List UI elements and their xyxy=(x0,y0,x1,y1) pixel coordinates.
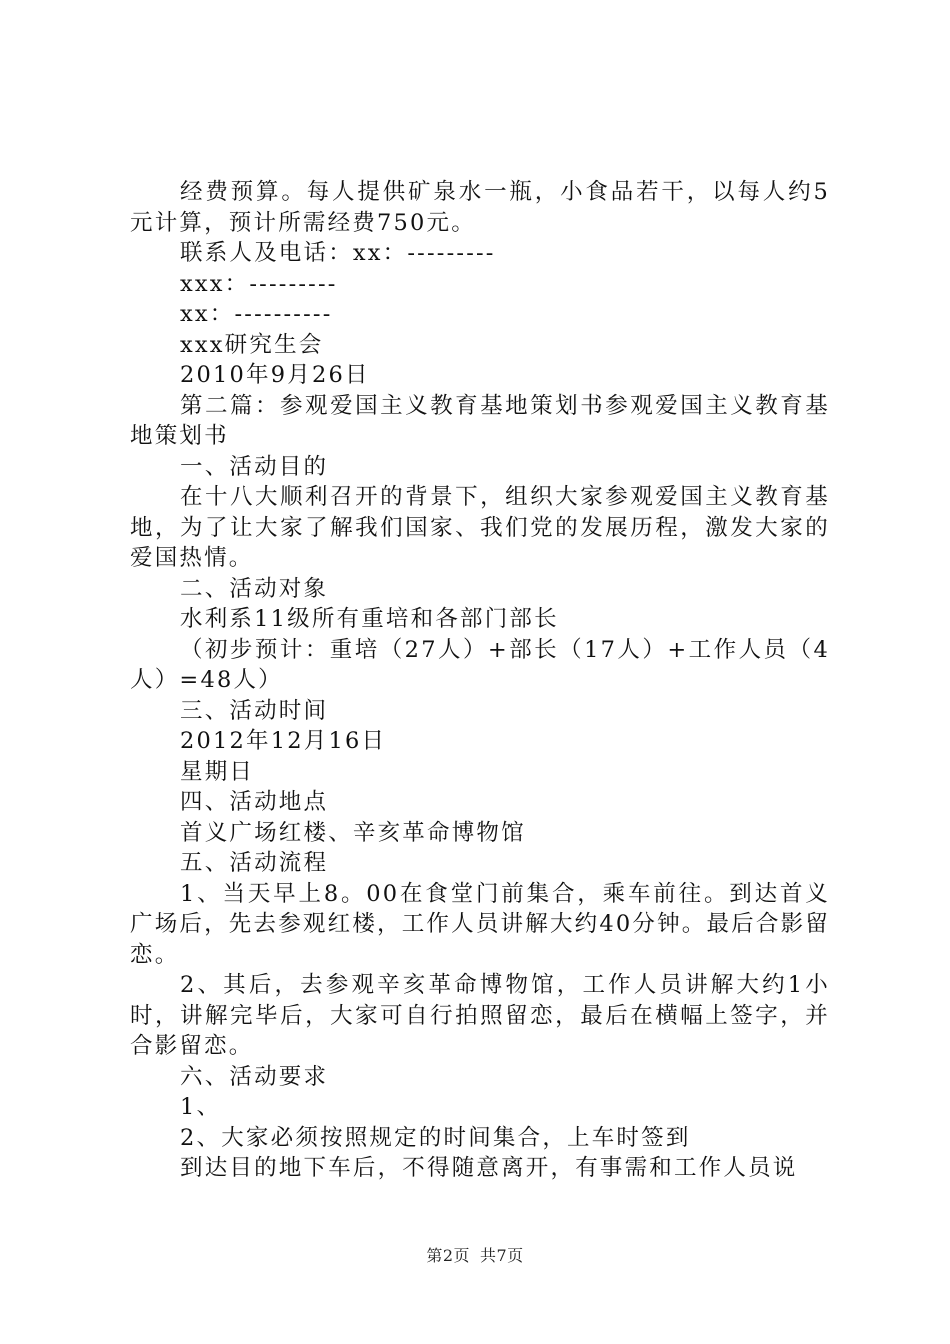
paragraph-weekday: 星期日 xyxy=(180,758,255,785)
heading-time: 三、活动时间 xyxy=(180,697,329,724)
heading-audience: 二、活动对象 xyxy=(180,575,329,602)
section-title-part-two: 第二篇：参观爱国主义教育基地策划书参观爱国主义教育基地策划书 xyxy=(130,392,830,449)
page-total: 共7页 xyxy=(480,1246,524,1265)
paragraph-purpose: 在十八大顺利召开的背景下，组织大家参观爱国主义教育基地，为了让大家了解我们国家、我们党的发展历程，激发大家的爱国热情。 xyxy=(130,484,830,571)
paragraph-audience: 水利系11级所有重培和各部门部长 xyxy=(180,606,559,632)
heading-location: 四、活动地点 xyxy=(180,789,329,815)
paragraph-requirement-2: 2、大家必须按照规定的时间集合，上车时签到 xyxy=(180,1124,691,1151)
page-number: 第2页 xyxy=(426,1246,470,1265)
paragraph-contact-3: xx：---------- xyxy=(180,301,333,327)
heading-purpose: 一、活动目的 xyxy=(180,453,329,480)
document-body xyxy=(130,177,830,1184)
heading-requirements: 六、活动要求 xyxy=(180,1063,329,1090)
page-footer xyxy=(0,1243,950,1266)
paragraph-date: 2010年9月26日 xyxy=(180,362,370,388)
heading-process: 五、活动流程 xyxy=(180,850,329,876)
paragraph-requirement-1: 1、 xyxy=(180,1094,222,1120)
paragraph-event-date: 2012年12月16日 xyxy=(180,728,387,754)
paragraph-organizer: xxx研究生会 xyxy=(180,331,324,358)
paragraph-requirement-3: 到达目的地下车后，不得随意离开，有事需和工作人员说 xyxy=(180,1155,798,1181)
paragraph-contact-2: xxx：--------- xyxy=(180,270,338,297)
paragraph-headcount: （初步预计：重培（27人）+部长（17人）+工作人员（4人）=48人） xyxy=(130,636,830,693)
paragraph-location: 首义广场红楼、辛亥革命博物馆 xyxy=(180,819,526,846)
paragraph-process-1: 1、当天早上8。00在食堂门前集合，乘车前往。到达首义广场后，先去参观红楼，工作人员讲解大约40分钟。最后合影留恋。 xyxy=(130,880,830,968)
paragraph-budget: 经费预算。每人提供矿泉水一瓶，小食品若干，以每人约5元计算，预计所需经费750元。 xyxy=(130,179,830,236)
paragraph-contact: 联系人及电话：xx：--------- xyxy=(180,240,496,266)
paragraph-process-2: 2、其后，去参观辛亥革命博物馆，工作人员讲解大约1小时，讲解完毕后，大家可自行拍照留恋，最后在横幅上签字，并合影留恋。 xyxy=(130,972,830,1059)
